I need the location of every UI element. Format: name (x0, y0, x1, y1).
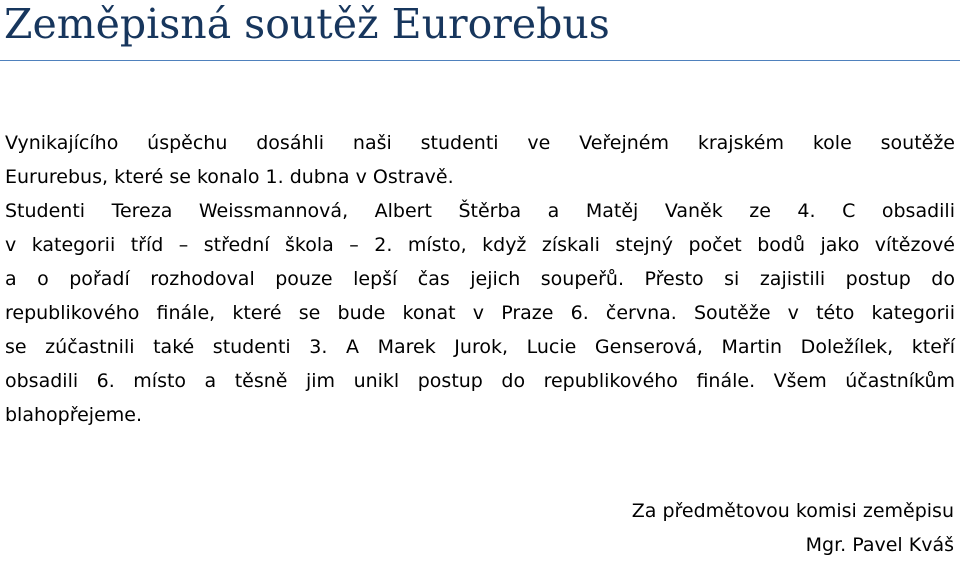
paragraph-line-1: Vynikajícího úspěchu dosáhli naši studenti ve Veřejném krajském kole soutěže (5, 132, 955, 154)
paragraph-line-7: se zúčastnili také studenti 3. A Marek Jurok, Lucie Genserová, Martin Doležílek, kteří (5, 336, 955, 358)
paragraph-line-6: republikového finále, které se bude konat v Praze 6. června. Soutěže v této kategorii (5, 302, 955, 324)
title-underline (0, 60, 960, 61)
paragraph-line-5: a o pořadí rozhodoval pouze lepší čas jejich soupeřů. Přesto si zajistili postup do (5, 268, 955, 290)
paragraph-line-4: v kategorii tříd – střední škola – 2. místo, když získali stejný počet bodů jako vítězové (5, 234, 955, 256)
paragraph-line-2: Eururebus, které se konalo 1. dubna v Ostravě. (5, 166, 454, 188)
document-title: Zeměpisná soutěž Eurorebus (4, 0, 610, 48)
signature-name: Mgr. Pavel Kváš (805, 534, 954, 556)
paragraph-line-9: blahopřejeme. (5, 404, 142, 426)
signature-committee: Za předmětovou komisi zeměpisu (631, 500, 954, 522)
paragraph-line-3: Studenti Tereza Weissmannová, Albert Štěrba a Matěj Vaněk ze 4. C obsadili (5, 200, 955, 222)
paragraph-line-8: obsadili 6. místo a těsně jim unikl postup do republikového finále. Všem účastníkům (5, 370, 955, 392)
